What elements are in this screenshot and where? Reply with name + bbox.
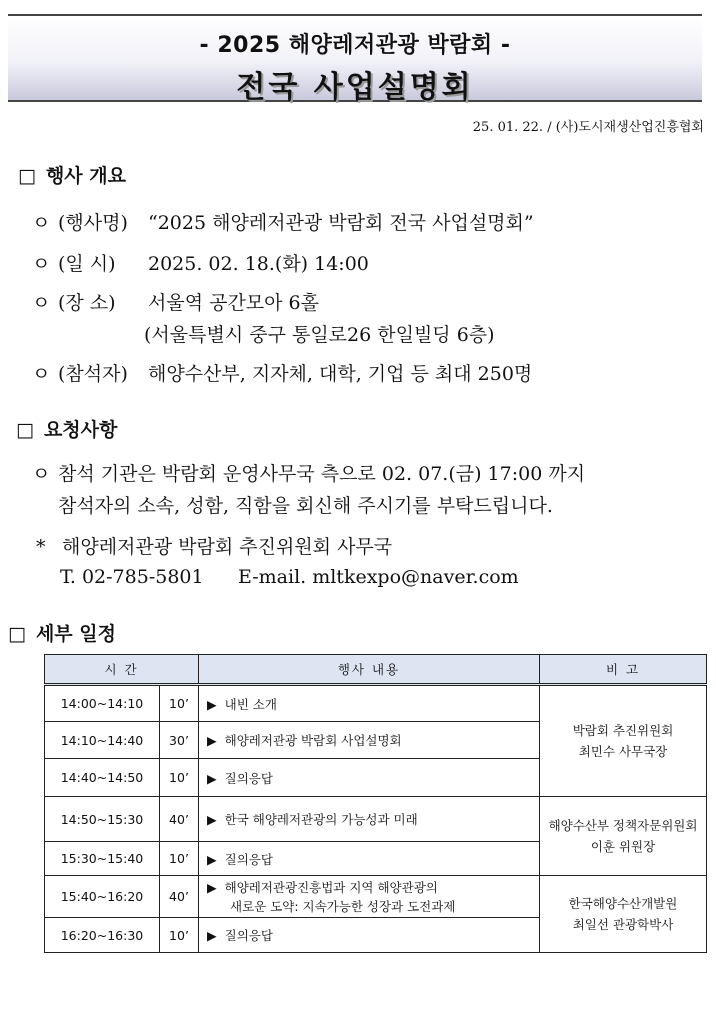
duration-cell: 10’ <box>160 918 199 953</box>
item-label: (행사명) <box>58 212 128 234</box>
header-content: 행사 내용 <box>199 655 540 685</box>
duration-cell: 10’ <box>160 685 199 722</box>
time-cell: 16:20~16:30 <box>45 918 160 953</box>
bullet-icon: ㅇ <box>32 212 51 234</box>
table-row <box>45 797 707 842</box>
header-note: 비 고 <box>540 655 707 685</box>
content-text: 해양레저관광진흥법과 지역 해양관광의 <box>224 879 438 895</box>
table-row <box>45 685 707 722</box>
contact-org-line <box>36 532 392 559</box>
arrow-icon: ▶ <box>207 928 217 943</box>
note-line: 이훈 위원장 <box>590 839 656 854</box>
arrow-icon: ▶ <box>207 696 217 712</box>
note-cell <box>540 797 707 876</box>
note-line: 최민수 사무국장 <box>578 744 668 759</box>
section-overview-heading <box>18 161 126 188</box>
header-time: 시 간 <box>45 655 199 685</box>
item-value: “2025 해양레저관광 박람회 전국 사업설명회” <box>148 212 534 234</box>
note-line: 한국해양수산개발원 <box>568 896 678 911</box>
arrow-icon: ▶ <box>207 812 217 827</box>
note-mark: * <box>36 536 46 558</box>
date-organization-line: 25. 01. 22. / (사)도시재생산업진흥협회 <box>472 120 704 135</box>
arrow-icon: ▶ <box>207 770 217 786</box>
section-title: 요청사항 <box>43 419 118 441</box>
time-cell: 15:30~15:40 <box>45 842 160 876</box>
content-text: 질의응답 <box>224 770 273 786</box>
content-text: 내빈 소개 <box>224 696 277 712</box>
section-title: 행사 개요 <box>45 165 126 187</box>
note-line: 해양수산부 정책자문위원회 <box>548 818 698 833</box>
section-schedule-heading <box>8 619 116 646</box>
bullet-icon: ㅇ <box>32 292 51 314</box>
time-cell: 14:40~14:50 <box>45 759 160 797</box>
content-text: 질의응답 <box>224 928 273 943</box>
time-cell: 15:40~16:20 <box>45 876 160 918</box>
duration-cell: 30’ <box>160 722 199 759</box>
overview-item-datetime <box>32 249 369 276</box>
item-value: 2025. 02. 18.(화) 14:00 <box>148 253 369 275</box>
request-text: 참석 기관은 박람회 운영사무국 측으로 02. 07.(금) 17:00 까지 <box>58 463 586 485</box>
overview-item-attendees <box>32 359 532 386</box>
checkbox-icon: □ <box>8 623 26 645</box>
content-cell <box>199 876 540 918</box>
content-cell <box>199 685 540 722</box>
schedule-table <box>44 654 707 953</box>
duration-cell: 10’ <box>160 842 199 876</box>
content-text-continued: 새로운 도약: 지속가능한 성장과 도전과제 <box>230 898 456 914</box>
content-text: 질의응답 <box>224 851 273 867</box>
note-line: 박람회 추진위원회 <box>572 723 674 738</box>
table-row <box>45 876 707 918</box>
arrow-icon: ▶ <box>207 733 217 748</box>
title-main: 전국 사업설명회 <box>236 70 474 105</box>
contact-email[interactable]: E-mail. mltkexpo@naver.com <box>238 566 519 588</box>
content-text: 한국 해양레저관광의 가능성과 미래 <box>224 812 418 827</box>
content-cell <box>199 797 540 842</box>
item-label: (참석자) <box>58 363 128 385</box>
duration-cell: 40’ <box>160 876 199 918</box>
section-request-heading <box>16 415 117 442</box>
request-line-2: 참석자의 소속, 성함, 직함을 회신해 주시기를 부탁드립니다. <box>58 495 553 517</box>
item-value: 해양수산부, 지자체, 대학, 기업 등 최대 250명 <box>148 363 533 385</box>
time-cell: 14:10~14:40 <box>45 722 160 759</box>
time-cell: 14:50~15:30 <box>45 797 160 842</box>
checkbox-icon: □ <box>18 165 36 187</box>
time-cell: 14:00~14:10 <box>45 685 160 722</box>
overview-item-name <box>32 208 534 235</box>
contact-org: 해양레저관광 박람회 추진위원회 사무국 <box>62 536 393 558</box>
item-label: (일 시) <box>58 253 116 275</box>
content-text: 해양레저관광 박람회 사업설명회 <box>224 733 402 748</box>
duration-cell: 40’ <box>160 797 199 842</box>
contact-phone: T. 02-785-5801 <box>60 566 204 588</box>
arrow-icon: ▶ <box>207 879 217 895</box>
arrow-icon: ▶ <box>207 851 217 867</box>
schedule-header-row <box>45 655 707 685</box>
checkbox-icon: □ <box>16 419 34 441</box>
bullet-icon: ㅇ <box>32 253 51 275</box>
section-title: 세부 일정 <box>35 623 116 645</box>
title-subtitle: - 2025 해양레저관광 박람회 - <box>199 33 511 58</box>
title-banner <box>8 14 702 105</box>
note-cell <box>540 685 707 797</box>
content-cell <box>199 842 540 876</box>
content-cell <box>199 918 540 953</box>
item-value: 서울역 공간모아 6홀 <box>148 292 319 314</box>
overview-item-place-address: (서울특별시 중구 통일로26 한일빌딩 6층) <box>144 324 495 346</box>
bullet-icon: ㅇ <box>32 363 51 385</box>
note-line: 최일선 관광학박사 <box>572 917 674 932</box>
item-label: (장 소) <box>58 292 116 314</box>
content-cell <box>199 759 540 797</box>
note-cell <box>540 876 707 953</box>
request-line-1 <box>32 459 585 486</box>
duration-cell: 10’ <box>160 759 199 797</box>
overview-item-place <box>32 288 319 315</box>
bullet-icon: ㅇ <box>32 463 51 485</box>
content-cell <box>199 722 540 759</box>
